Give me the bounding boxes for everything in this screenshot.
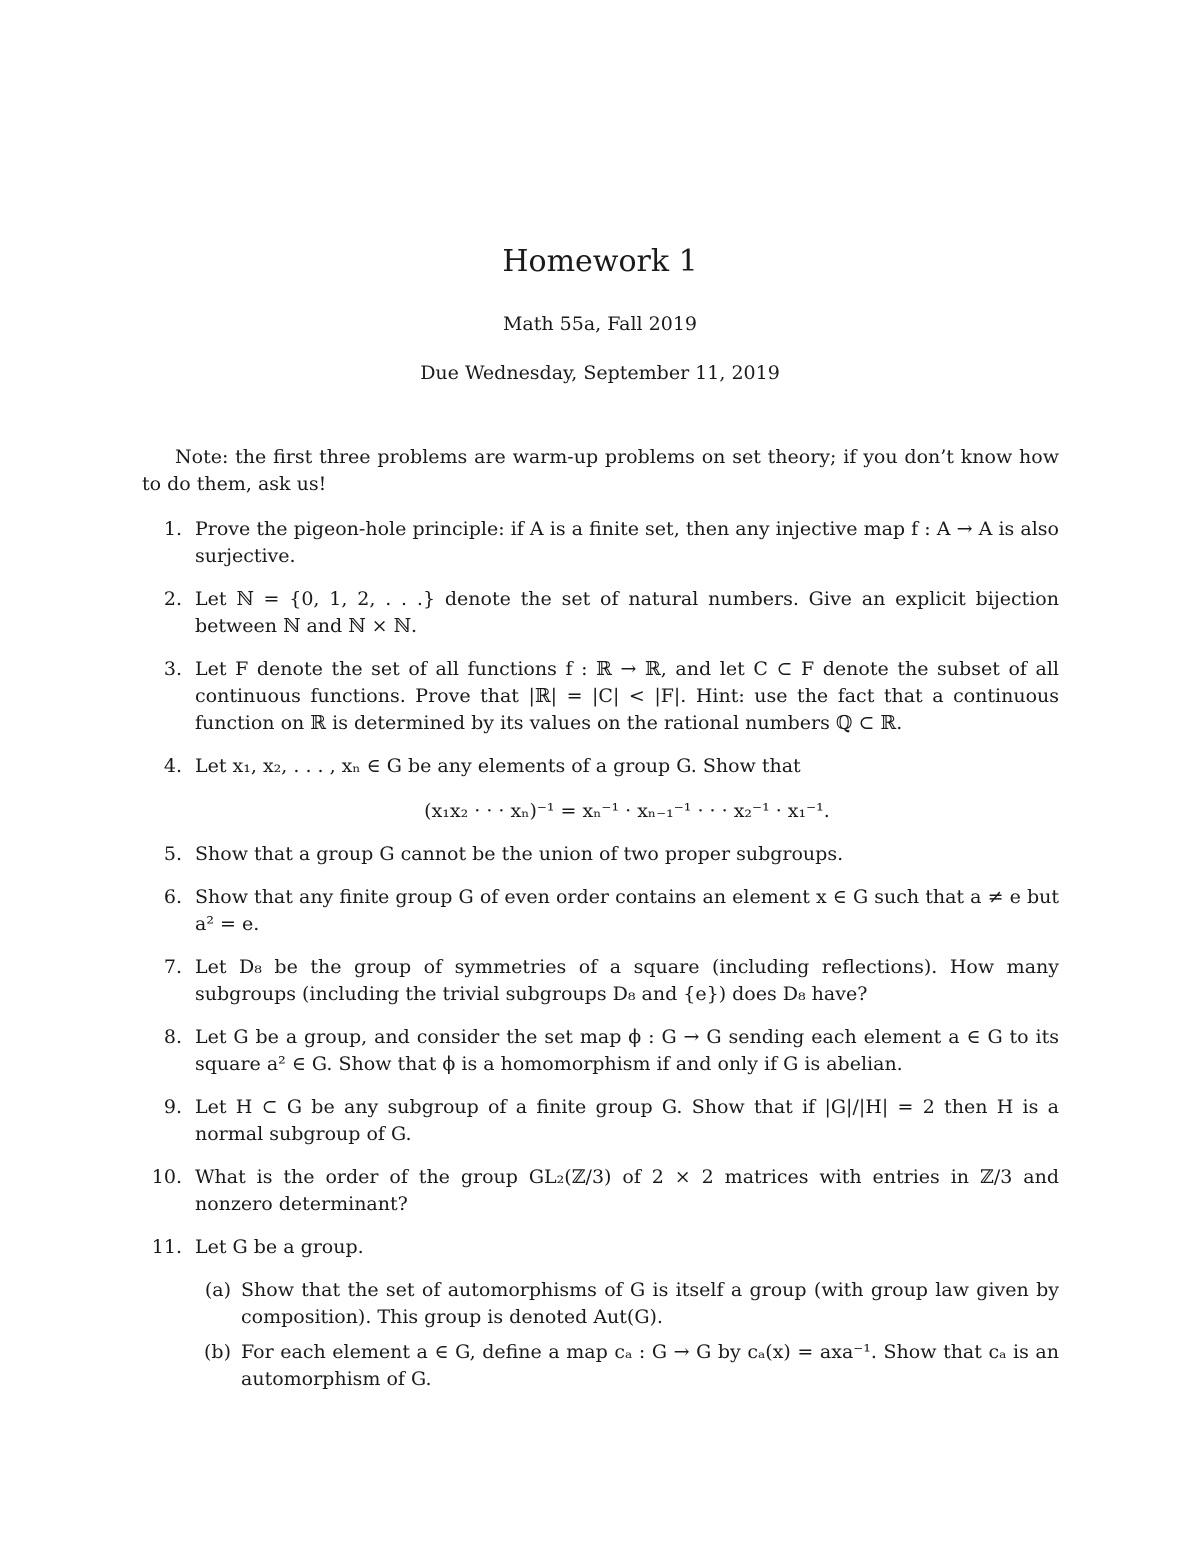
problem-list bbox=[142, 516, 1059, 1393]
problem-text: Show that any finite group G of even order contains an element x ∈ G such that a ≠ e but a² = e. bbox=[195, 886, 1059, 935]
problem-item bbox=[142, 1094, 1059, 1148]
problem-text: Let G be a group, and consider the set map ϕ : G → G sending each element a ∈ G to its square a² ∈ G. Show that ϕ is a homomorphism if and only if G is abelian. bbox=[195, 1026, 1059, 1075]
problem-number: 1. bbox=[163, 518, 182, 540]
problem-number: 11. bbox=[151, 1236, 182, 1258]
problem-number: 10. bbox=[151, 1166, 182, 1188]
problem-item bbox=[142, 656, 1059, 737]
problem-number: 6. bbox=[163, 886, 182, 908]
due-date: Due Wednesday, September 11, 2019 bbox=[420, 362, 780, 384]
subproblem-label: (a) bbox=[204, 1279, 231, 1301]
problem-text: Let F denote the set of all functions f : ℝ → ℝ, and let C ⊂ F denote the subset of all continuous functions. Prove that |ℝ| = |C| < |F|. Hint: use the fact that a continuous function on ℝ is determined by its values on the rational numbers ℚ ⊂ ℝ. bbox=[195, 658, 1059, 734]
problem-number: 2. bbox=[163, 588, 182, 610]
problem-text: Let D₈ be the group of symmetries of a square (including reflections). How many subgroups (including the trivial subgroups D₈ and {e}) does D₈ have? bbox=[195, 956, 1059, 1005]
subproblem-text: For each element a ∈ G, define a map cₐ : G → G by cₐ(x) = axa⁻¹. Show that cₐ is an automorphism of G. bbox=[241, 1341, 1059, 1390]
problem-text: Let ℕ = {0, 1, 2, . . .} denote the set of natural numbers. Give an explicit bijection between ℕ and ℕ × ℕ. bbox=[195, 588, 1059, 637]
display-formula: (x₁x₂ · · · xₙ)⁻¹ = xₙ⁻¹ · xₙ₋₁⁻¹ · · · x₂⁻¹ · x₁⁻¹. bbox=[424, 800, 830, 822]
problem-number: 9. bbox=[163, 1096, 182, 1118]
document-body bbox=[142, 444, 1059, 1409]
problem-text: Let H ⊂ G be any subgroup of a finite group G. Show that if |G|/|H| = 2 then H is a normal subgroup of G. bbox=[195, 1096, 1059, 1145]
problem-number: 7. bbox=[163, 956, 182, 978]
subproblem-list bbox=[195, 1277, 1059, 1393]
problem-item bbox=[142, 753, 1059, 825]
subproblem-label: (b) bbox=[204, 1341, 231, 1363]
subproblem-text: Show that the set of automorphisms of G is itself a group (with group law given by composition). This group is denoted Aut(G). bbox=[241, 1279, 1059, 1328]
problem-text: Show that a group G cannot be the union of two proper subgroups. bbox=[195, 843, 844, 865]
problem-item bbox=[142, 516, 1059, 570]
problem-item bbox=[142, 954, 1059, 1008]
problem-number: 4. bbox=[163, 755, 182, 777]
note-paragraph: Note: the first three problems are warm-up problems on set theory; if you don’t know how to do them, ask us! bbox=[142, 446, 1059, 495]
problem-text: Let G be a group. bbox=[195, 1236, 364, 1258]
problem-text: Prove the pigeon-hole principle: if A is a finite set, then any injective map f : A → A is also surjective. bbox=[195, 518, 1059, 567]
problem-text: What is the order of the group GL₂(ℤ/3) of 2 × 2 matrices with entries in ℤ/3 and nonzero determinant? bbox=[195, 1166, 1059, 1215]
subproblem-item bbox=[195, 1339, 1059, 1393]
problem-item bbox=[142, 1164, 1059, 1218]
subproblem-item bbox=[195, 1277, 1059, 1331]
page-title: Homework 1 bbox=[502, 244, 698, 279]
problem-item bbox=[142, 1234, 1059, 1393]
problem-number: 5. bbox=[163, 843, 182, 865]
problem-number: 8. bbox=[163, 1026, 182, 1048]
problem-number: 3. bbox=[163, 658, 182, 680]
problem-item bbox=[142, 1024, 1059, 1078]
problem-item bbox=[142, 586, 1059, 640]
problem-item bbox=[142, 884, 1059, 938]
course-subtitle: Math 55a, Fall 2019 bbox=[502, 313, 698, 335]
problem-item bbox=[142, 841, 1059, 868]
problem-text: Let x₁, x₂, . . . , xₙ ∈ G be any elements of a group G. Show that bbox=[195, 755, 801, 777]
